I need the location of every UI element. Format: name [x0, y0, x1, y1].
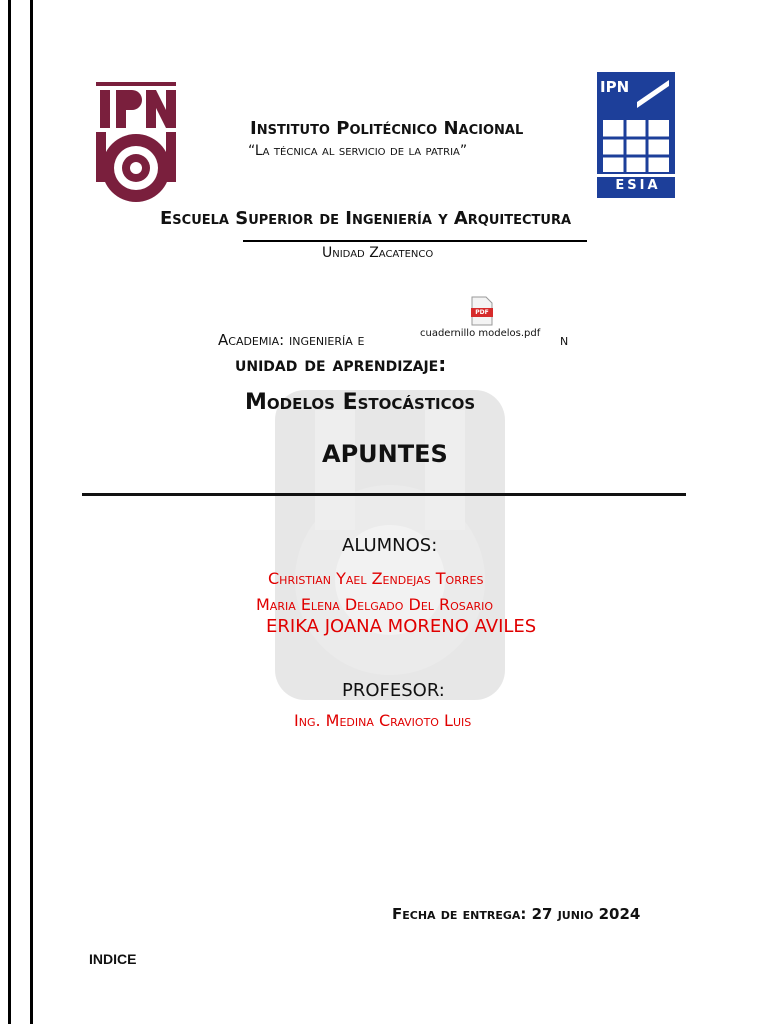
delivery-date: Fecha de entrega: 27 junio 2024 — [392, 905, 641, 923]
student-name: Maria Elena Delgado Del Rosario — [256, 595, 494, 614]
pdf-icon-label: PDF — [475, 309, 489, 316]
institute-title: Instituto Politécnico Nacional — [250, 118, 524, 139]
margin-rule-inner — [30, 0, 33, 1024]
pdf-filename-link[interactable]: cuadernillo modelos.pdf — [420, 328, 541, 339]
index-heading: INDICE — [89, 951, 137, 967]
unit-label-heading: unidad de aprendizaje: — [235, 352, 447, 376]
margin-rule-outer — [8, 0, 11, 1024]
professor-name: Ing. Medina Cravioto Luis — [294, 711, 472, 730]
document-type-heading: APUNTES — [322, 440, 448, 468]
students-label: ALUMNOS: — [342, 535, 438, 556]
title-divider — [82, 493, 686, 496]
course-title: Modelos Estocásticos — [245, 390, 476, 415]
student-name: Christian Yael Zendejas Torres — [268, 569, 484, 588]
school-title: Escuela Superior de Ingeniería y Arquitectura — [160, 208, 572, 229]
esia-logo-esia-text: ESIA — [615, 178, 661, 193]
esia-logo-ipn-text: IPN — [600, 78, 630, 96]
professor-label: PROFESOR: — [342, 680, 445, 701]
unit-name: Unidad Zacatenco — [322, 245, 434, 261]
ipn-logo-image — [90, 72, 182, 207]
school-underline — [243, 240, 587, 242]
institute-motto: “La técnica al servicio de la patria” — [248, 143, 468, 159]
student-name: ERIKA JOANA MORENO AVILES — [266, 616, 537, 637]
academia-line: Academia: ingeniería e — [218, 331, 365, 349]
academia-line-tail: n — [560, 331, 569, 349]
